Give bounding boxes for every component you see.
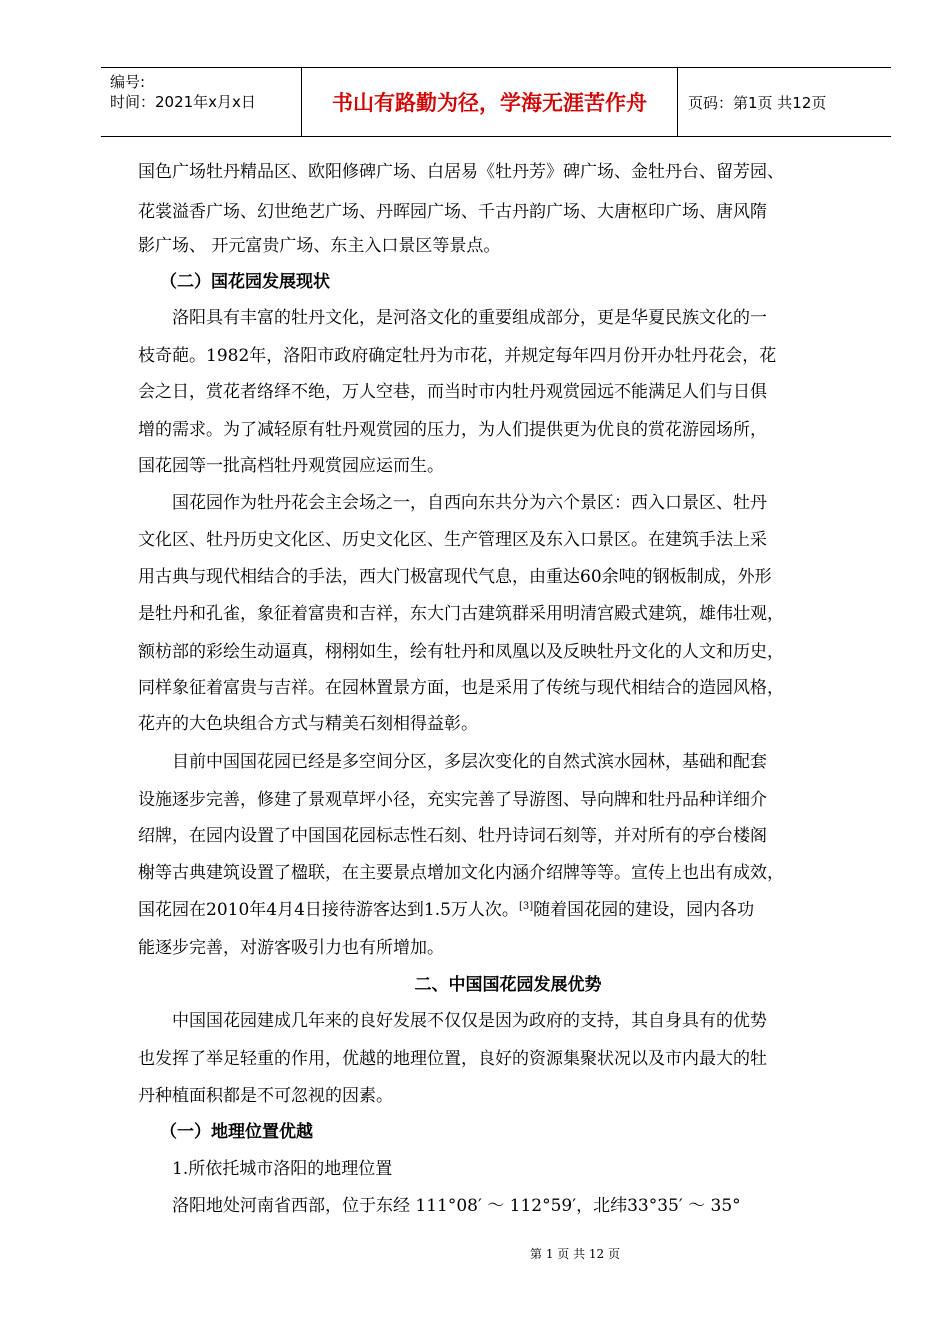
paragraph-line: 能逐步完善，对游客吸引力也有所增加。: [138, 938, 444, 958]
chapter-heading: 二、中国国花园发展优势: [414, 975, 602, 995]
paragraph-line: 目前中国国花园已经是多空间分区，多层次变化的自然式滨水园林，基础和配套: [172, 752, 767, 772]
paragraph-line: [138, 895, 878, 925]
paragraph-line: 洛阳地处河南省西部，位于东经 111°08′ ～ 112°59′，北纬33°35′ ～ 35°: [172, 1196, 741, 1216]
paragraph-line: 同样象征着富贵与吉祥。在园林置景方面，也是采用了传统与现代相结合的造园风格，: [138, 678, 784, 698]
header-meta: [101, 68, 302, 136]
paragraph-line: 国花园等一批高档牡丹观赏园应运而生。: [138, 456, 444, 476]
header-page-info: 页码：第1页 共12页: [688, 93, 827, 112]
line-text: 国花园在2010年4月4日接待游客达到1.5万人次。: [138, 900, 519, 920]
section-heading: （一）地理位置优越: [160, 1122, 313, 1142]
paragraph-line: 1.所依托城市洛阳的地理位置: [172, 1159, 393, 1179]
paragraph-line: 会之日，赏花者络绎不绝，万人空巷，而当时市内牡丹观赏园远不能满足人们与日俱: [138, 382, 767, 402]
paragraph-line: 枝奇葩。1982年，洛阳市政府确定牡丹为市花，并规定每年四月份开办牡丹花会，花: [138, 346, 777, 366]
paragraph-line: 丹种植面积都是不可忽视的因素。: [138, 1086, 393, 1106]
citation-mark: [3]: [518, 901, 534, 912]
paragraph-line: 洛阳具有丰富的牡丹文化，是河洛文化的重要组成部分，更是华夏民族文化的一: [172, 308, 767, 328]
paragraph-line: 影广场、 开元富贵广场、东主入口景区等景点。: [138, 236, 501, 256]
time-label: 时间：2021年x月x日: [110, 93, 256, 111]
header-motto: 书山有路勤为径，学海无涯苦作舟: [302, 68, 678, 136]
paragraph-line: 国色广场牡丹精品区、欧阳修碑广场、白居易《牡丹芳》碑广场、金牡丹台、留芳园、: [138, 162, 784, 182]
paragraph-line: 额枋部的彩绘生动逼真，栩栩如生，绘有牡丹和凤凰以及反映牡丹文化的人文和历史，: [138, 642, 784, 662]
paragraph-line: 是牡丹和孔雀，象征着富贵和吉祥，东大门古建筑群采用明清宫殿式建筑，雄伟壮观，: [138, 604, 784, 624]
paragraph-line: 增的需求。为了减轻原有牡丹观赏园的压力，为人们提供更为优良的赏花游园场所，: [138, 420, 767, 440]
paragraph-line: 榭等古典建筑设置了楹联，在主要景点增加文化内涵介绍牌等等。宣传上也出有成效，: [138, 863, 784, 883]
paragraph-line: 文化区、牡丹历史文化区、历史文化区、生产管理区及东入口景区。在建筑手法上采: [138, 530, 767, 550]
paragraph-line: 也发挥了举足轻重的作用，优越的地理位置，良好的资源集聚状况以及市内最大的牡: [138, 1049, 767, 1069]
paragraph-line: 花卉的大色块组合方式与精美石刻相得益彰。: [138, 714, 478, 734]
document-header: [101, 67, 891, 137]
paragraph-line: 绍牌，在园内设置了中国国花园标志性石刻、牡丹诗词石刻等，并对所有的亭台楼阁: [138, 826, 767, 846]
paragraph-line: 设施逐步完善，修建了景观草坪小径，充实完善了导游图、导向牌和牡丹品种详细介: [138, 790, 767, 810]
paragraph-line: 用古典与现代相结合的手法，西大门极富现代气息，由重达60余吨的钢板制成，外形: [138, 567, 772, 587]
serial-label: 编号:: [110, 73, 146, 91]
paragraph-line: 花裳溢香广场、幻世绝艺广场、丹晖园广场、千古丹韵广场、大唐枢印广场、唐风隋: [138, 202, 767, 222]
paragraph-line: 中国国花园建成几年来的良好发展不仅仅是因为政府的支持，其自身具有的优势: [172, 1011, 767, 1031]
paragraph-line: 国花园作为牡丹花会主会场之一，自西向东共分为六个景区：西入口景区、牡丹: [172, 493, 767, 513]
page-footer: 第 1 页 共 12 页: [530, 1247, 620, 1261]
line-text: 随着国花园的建设，园内各功: [533, 900, 755, 920]
section-heading: （二）国花园发展现状: [160, 272, 330, 292]
